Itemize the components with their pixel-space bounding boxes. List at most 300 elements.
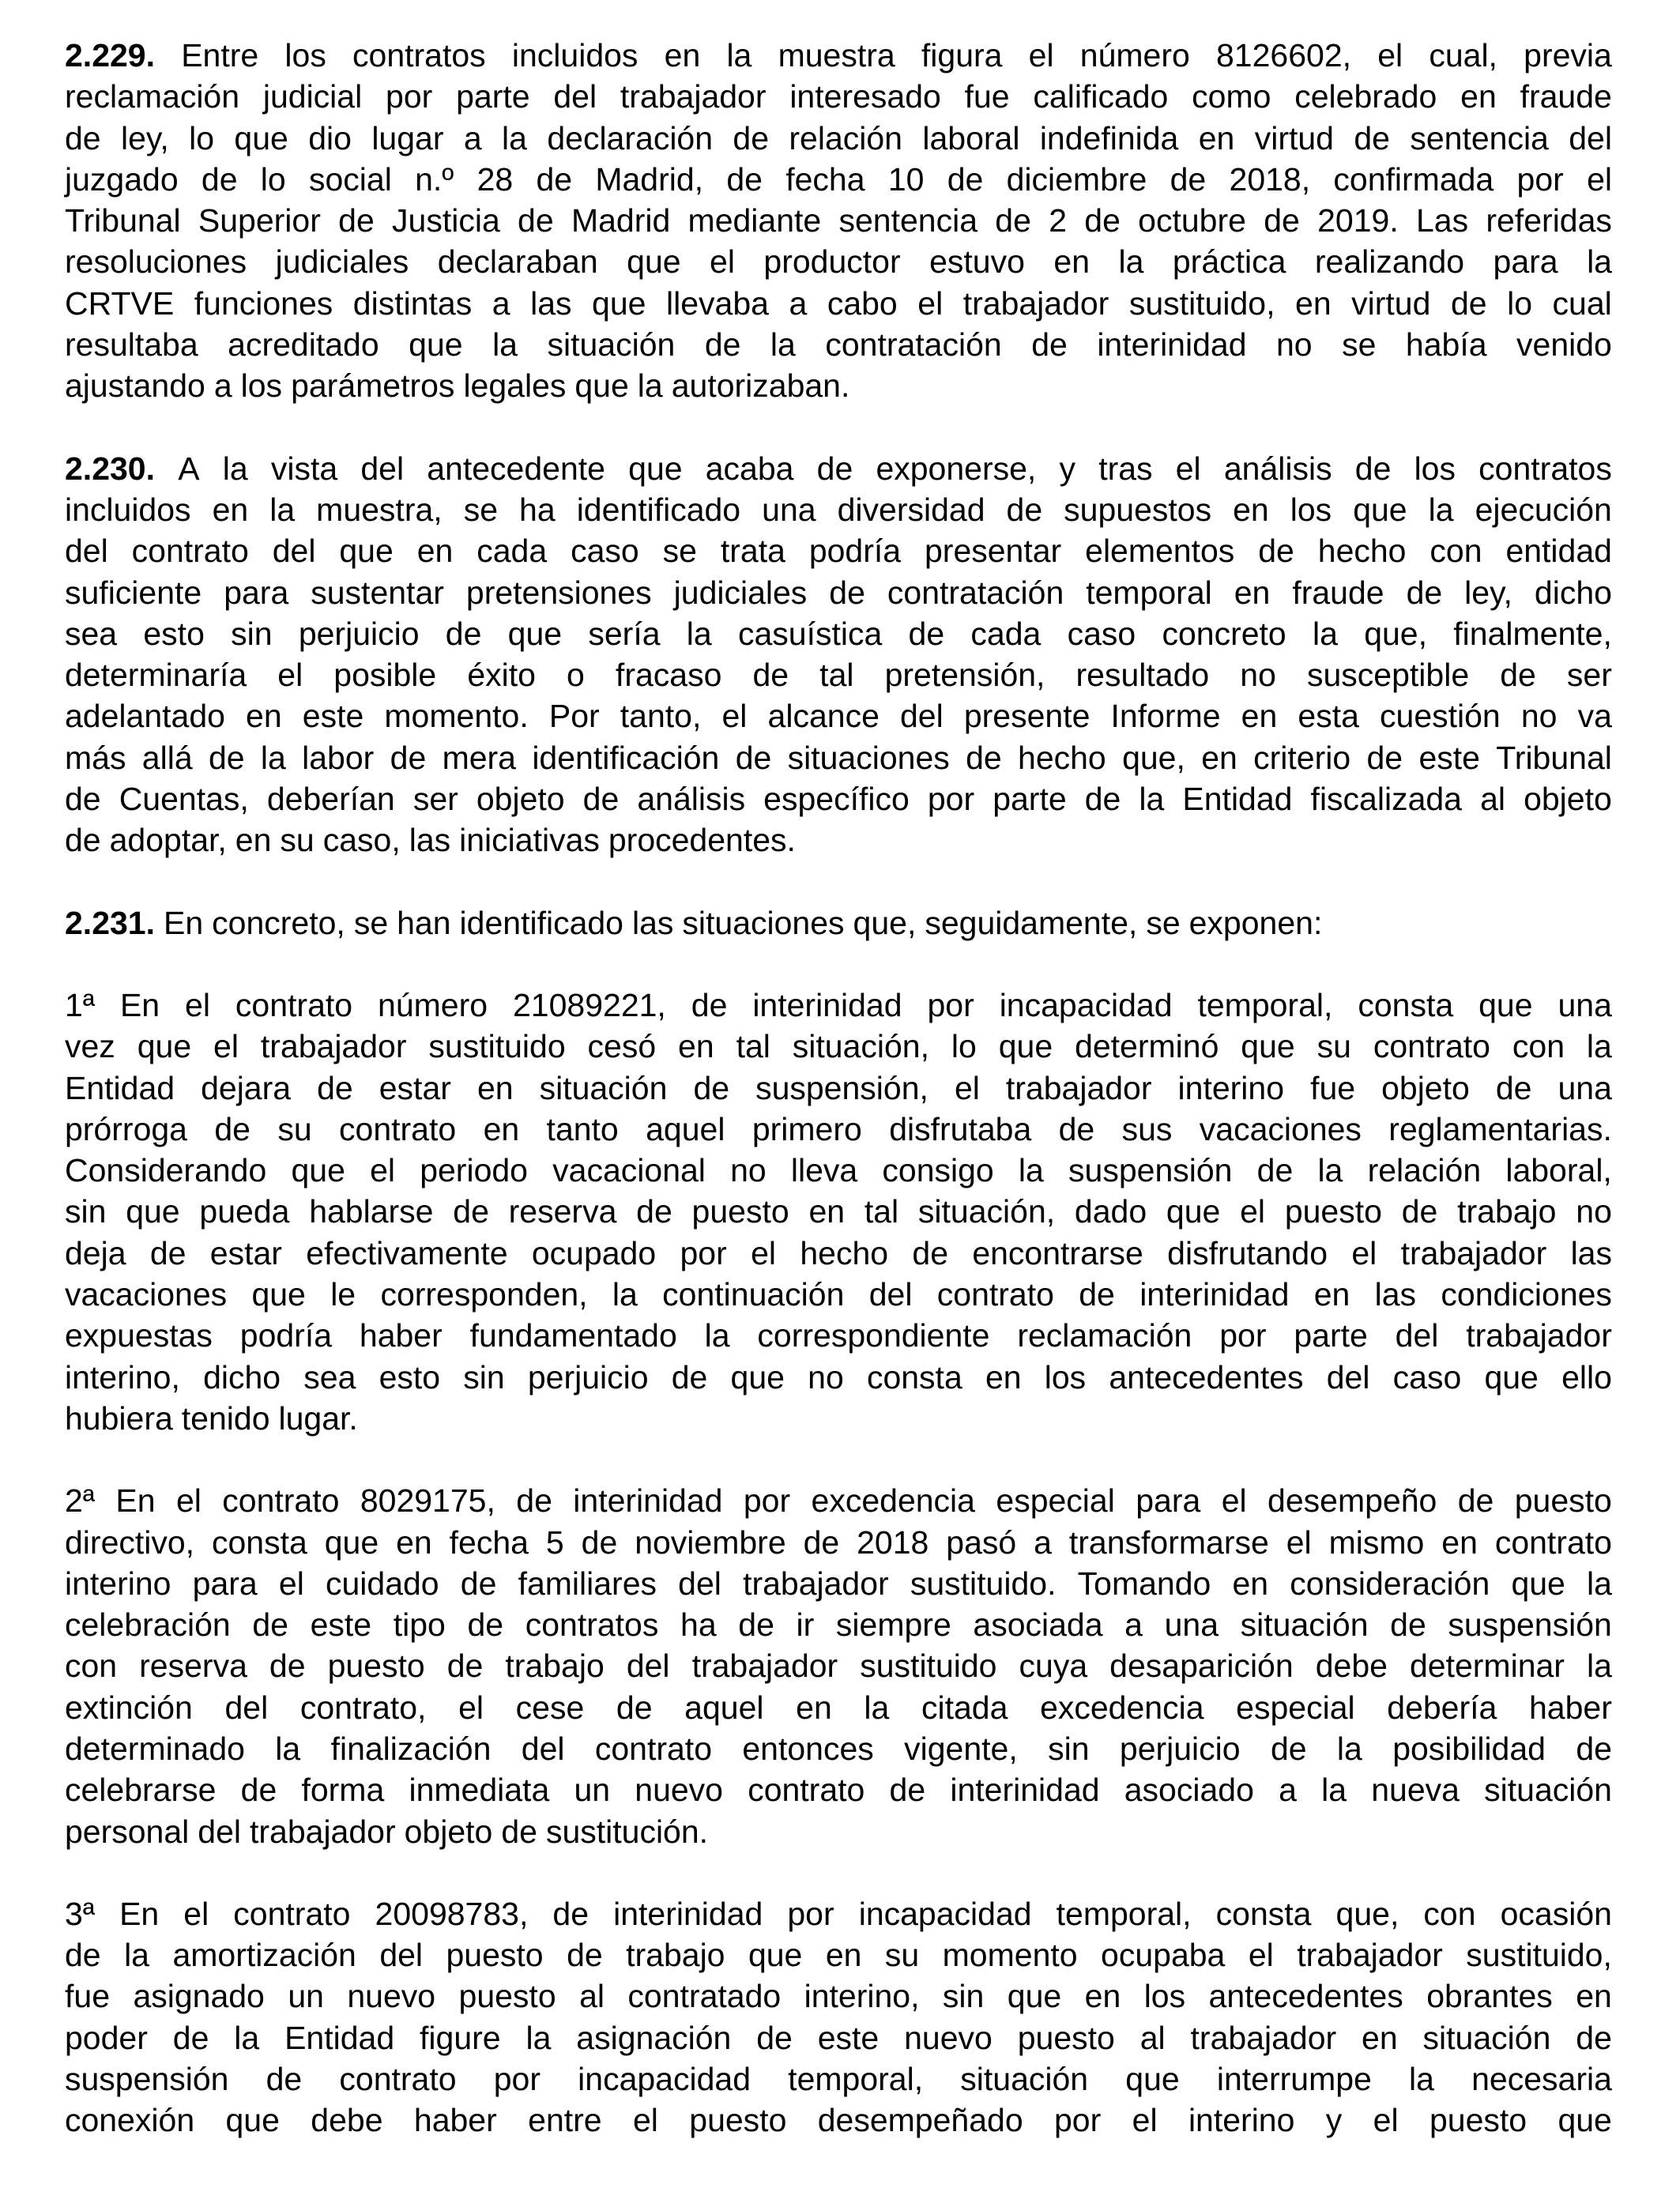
- word: fraude: [1520, 78, 1612, 115]
- word: reserva: [508, 1193, 617, 1230]
- word: relación: [1367, 1152, 1482, 1189]
- word: trabajador: [620, 78, 767, 115]
- text-line: [65, 1811, 1612, 1852]
- word: sin: [1048, 1730, 1090, 1767]
- word: la: [704, 1317, 730, 1354]
- word: por: [1516, 160, 1564, 198]
- word: sus: [1121, 1110, 1173, 1147]
- word: Entidad: [65, 1069, 175, 1106]
- word: estar: [209, 1234, 282, 1271]
- paragraph-p-1a: [65, 985, 1612, 1439]
- word: como: [1192, 78, 1271, 115]
- word: legales: [463, 367, 567, 405]
- word: acreditado: [228, 326, 379, 363]
- word: a: [463, 119, 482, 156]
- word: Informe: [1110, 698, 1221, 735]
- word: ha: [519, 491, 556, 528]
- word: 1ª: [65, 986, 95, 1023]
- word: en: [477, 1069, 514, 1106]
- word: de: [1495, 1069, 1532, 1106]
- word: interinidad: [573, 1482, 723, 1520]
- word: el: [1286, 1523, 1312, 1561]
- word: 2ª: [65, 1482, 95, 1520]
- word: Madrid,: [595, 160, 704, 198]
- word: que: [409, 326, 463, 363]
- word: los: [1290, 491, 1332, 528]
- word: ser: [1566, 657, 1612, 694]
- word: adelantado: [65, 698, 225, 735]
- word: sustituido,: [1466, 1937, 1612, 1974]
- word: del: [868, 1276, 913, 1313]
- text-line: [65, 530, 1612, 571]
- word: juzgado: [65, 160, 179, 198]
- word: puesto: [1284, 1193, 1382, 1230]
- word: iniciativas: [459, 822, 600, 859]
- word: tenido: [181, 1399, 270, 1437]
- word: su: [280, 822, 315, 859]
- word: con: [1423, 1895, 1476, 1932]
- word: consta: [1215, 1895, 1312, 1932]
- word: muestra: [778, 37, 895, 73]
- word: objeto: [1524, 781, 1612, 818]
- word: identificado: [459, 904, 623, 941]
- word: incluidos: [511, 37, 638, 73]
- word: para: [1493, 243, 1558, 281]
- word: en: [1233, 491, 1269, 528]
- word: inmediata: [409, 1772, 550, 1809]
- word: de: [752, 657, 789, 694]
- word: caso: [571, 533, 639, 570]
- word: el: [370, 1152, 396, 1189]
- word: de: [1406, 574, 1443, 611]
- word: de: [1084, 202, 1121, 239]
- word: de: [582, 781, 620, 818]
- word: de: [829, 574, 865, 611]
- word: haber: [359, 1317, 443, 1354]
- word: de: [1031, 326, 1068, 363]
- word: reclamación: [65, 78, 240, 115]
- word: virtud: [1254, 119, 1334, 156]
- word: contrato: [748, 1772, 865, 1809]
- word: A: [178, 450, 200, 487]
- word: resultado: [1075, 657, 1210, 694]
- word: lo: [189, 119, 215, 156]
- word: interinidad: [1139, 1276, 1290, 1313]
- word: que: [998, 1028, 1053, 1065]
- word: del: [553, 78, 597, 115]
- word: Entidad: [1182, 781, 1293, 818]
- word: forma: [301, 1772, 385, 1809]
- word: este: [302, 698, 364, 735]
- word: al: [1139, 2019, 1166, 2056]
- word: perjuicio: [298, 615, 420, 652]
- word: de: [552, 1895, 590, 1932]
- word: previa: [1524, 37, 1612, 73]
- word: determinaría: [65, 657, 247, 694]
- word: Entidad: [284, 2019, 395, 2056]
- word: trabajador: [962, 284, 1109, 322]
- word: la: [525, 2019, 552, 2056]
- word: estuvo: [929, 243, 1025, 281]
- word: contrato: [233, 1895, 351, 1932]
- text-line: [65, 1398, 1612, 1439]
- word: que: [251, 1276, 306, 1313]
- word: de: [1354, 450, 1392, 487]
- word: en: [416, 533, 454, 570]
- word: había: [1405, 326, 1487, 363]
- word: que: [1478, 986, 1533, 1023]
- word: fracaso: [615, 657, 722, 694]
- word: ocasión: [1500, 1895, 1612, 1932]
- word: fecha: [449, 1523, 529, 1561]
- word: interino: [65, 1565, 171, 1602]
- word: entidad: [1505, 533, 1612, 570]
- word: la: [1428, 491, 1454, 528]
- paragraph-p-2230: [65, 448, 1612, 861]
- text-line: [65, 985, 1612, 1026]
- word: exponerse,: [876, 450, 1037, 487]
- word: interinidad: [950, 1772, 1100, 1809]
- word: situación: [960, 2061, 1089, 2098]
- word: identificado: [576, 491, 741, 528]
- word: mediante: [687, 202, 822, 239]
- word: tras: [1098, 450, 1153, 487]
- word: trabajo: [1457, 1193, 1557, 1230]
- word: en: [664, 37, 701, 73]
- word: reserva: [139, 1648, 247, 1685]
- word: a: [492, 284, 510, 322]
- word: contrato: [1373, 1028, 1490, 1065]
- word: vacaciones: [1199, 1110, 1362, 1147]
- word: interino,: [65, 1358, 180, 1395]
- word: la: [770, 326, 796, 363]
- word: una: [1558, 986, 1612, 1023]
- word: consta: [866, 1358, 962, 1395]
- word: puesto: [689, 2102, 787, 2139]
- word: indefinida: [1039, 119, 1179, 156]
- word: sin: [65, 1193, 107, 1230]
- word: familiares: [518, 1565, 657, 1602]
- word: identificación: [532, 739, 720, 776]
- word: objeto: [404, 1813, 493, 1850]
- word: la: [1018, 1152, 1044, 1189]
- word: de: [266, 2061, 303, 2098]
- text-line: [65, 283, 1612, 324]
- word: deja: [65, 1234, 126, 1271]
- word: por: [1054, 2102, 1102, 2139]
- word: de: [1256, 1152, 1294, 1189]
- word: siempre: [835, 1606, 951, 1644]
- word: Cuentas,: [119, 781, 249, 818]
- word: se: [353, 904, 389, 941]
- word: condiciones: [1441, 1276, 1612, 1313]
- word: puesto: [1514, 1482, 1612, 1520]
- word: de: [616, 1689, 653, 1726]
- word: vez: [65, 1028, 115, 1065]
- word: Superior: [198, 202, 321, 239]
- word: 3ª: [65, 1895, 95, 1932]
- word: referidas: [1486, 202, 1612, 239]
- word: el: [721, 698, 748, 735]
- word: la: [1587, 243, 1612, 281]
- text-line: [65, 448, 1612, 489]
- word: allá: [141, 739, 193, 776]
- word: extinción: [65, 1689, 193, 1726]
- word: el: [1132, 2102, 1158, 2139]
- word: del: [379, 1937, 424, 1974]
- word: de: [1170, 160, 1207, 198]
- word: 2018: [857, 1523, 929, 1561]
- word: supuestos: [1064, 491, 1212, 528]
- word: debería: [1387, 1689, 1497, 1726]
- word: la: [234, 2019, 260, 2056]
- word: de: [501, 1813, 537, 1850]
- word: de: [726, 160, 763, 198]
- word: trata: [720, 533, 785, 570]
- word: ocupaba: [1101, 1937, 1226, 1974]
- word: debe: [311, 2102, 383, 2139]
- word: suspensión: [1068, 1152, 1233, 1189]
- word: correspondiente: [757, 1317, 990, 1354]
- word: acaba: [705, 450, 794, 487]
- word: finalmente,: [1453, 615, 1612, 652]
- word: en: [1232, 1565, 1269, 1602]
- word: asociada: [973, 1606, 1103, 1644]
- word: puesto: [1017, 2019, 1115, 2056]
- word: específico: [763, 781, 910, 818]
- word: consta: [1358, 986, 1454, 1023]
- word: de: [1366, 739, 1403, 776]
- paragraph-p-2a: [65, 1480, 1612, 1852]
- word: de: [446, 1648, 484, 1685]
- word: la: [686, 615, 712, 652]
- word: número: [378, 986, 488, 1023]
- word: de: [208, 739, 245, 776]
- word: de: [803, 1523, 840, 1561]
- word: del: [678, 1565, 721, 1602]
- word: del: [1569, 119, 1612, 156]
- word: la: [1587, 1648, 1612, 1685]
- word: cuidado: [325, 1565, 439, 1602]
- word: cese: [515, 1689, 585, 1726]
- text-line: [65, 118, 1612, 159]
- word: judiciales: [275, 243, 409, 281]
- word: social: [309, 160, 392, 198]
- word: el: [1175, 450, 1201, 487]
- word: n.º: [415, 160, 454, 198]
- word: productor: [763, 243, 901, 281]
- word: las: [530, 284, 572, 322]
- text-line: [65, 2100, 1612, 2141]
- word: 2: [1049, 202, 1067, 239]
- word: situaciones: [787, 739, 950, 776]
- word: el: [213, 1028, 239, 1065]
- word: va: [1577, 698, 1612, 735]
- word: antecedentes: [1109, 1358, 1304, 1395]
- word: no: [1520, 698, 1558, 735]
- word: la: [275, 1730, 301, 1767]
- word: en: [396, 1523, 432, 1561]
- word: en: [246, 698, 282, 735]
- word: fue: [964, 78, 1010, 115]
- word: funciones: [194, 284, 333, 322]
- word: en: [1198, 119, 1235, 156]
- word: incapacidad: [858, 1895, 1032, 1932]
- word: de: [1058, 1110, 1095, 1147]
- word: contrato: [1494, 1523, 1612, 1561]
- word: situación: [1240, 1606, 1369, 1644]
- word: periodo: [420, 1152, 528, 1189]
- word: caso: [1392, 1358, 1462, 1395]
- word: Tribunal: [1496, 739, 1612, 776]
- word: casuística: [737, 615, 883, 652]
- word: incapacidad: [578, 2061, 751, 2098]
- word: trabajador: [743, 1565, 889, 1602]
- word: ocupado: [531, 1234, 657, 1271]
- word: especial: [996, 1482, 1115, 1520]
- word: del: [360, 450, 405, 487]
- word: lleva: [790, 1152, 858, 1189]
- word: de: [735, 739, 772, 776]
- word: amortización: [172, 1937, 356, 1974]
- word: vacacional: [552, 1152, 706, 1189]
- word: de: [172, 2019, 209, 2056]
- word: ello: [1561, 1358, 1612, 1395]
- word: la: [1317, 1152, 1343, 1189]
- text-line: [65, 1975, 1612, 2017]
- word: del: [198, 1813, 241, 1850]
- word: esta: [1298, 698, 1359, 735]
- word: o: [567, 657, 585, 694]
- word: nuevo: [904, 2019, 993, 2056]
- word: la: [502, 119, 527, 156]
- word: puesto: [1429, 2102, 1527, 2139]
- word: contrato: [594, 1730, 713, 1767]
- word: asignación: [576, 2019, 732, 2056]
- word: en: [1313, 1276, 1350, 1313]
- word: que: [1558, 2102, 1612, 2139]
- word: éxito: [467, 657, 536, 694]
- word: interinidad: [1097, 326, 1247, 363]
- word: de: [636, 1193, 672, 1230]
- word: transformarse: [1068, 1523, 1269, 1561]
- word: con: [1512, 1028, 1565, 1065]
- word: reclamación: [1017, 1317, 1192, 1354]
- word: al: [1480, 781, 1505, 818]
- word: por: [787, 1895, 834, 1932]
- word: puesto: [327, 1648, 425, 1685]
- word: contrato,: [299, 1689, 427, 1726]
- word: las: [1374, 1276, 1417, 1313]
- word: temporal,: [1056, 1895, 1192, 1932]
- text-line: [65, 1274, 1612, 1315]
- word: han: [397, 904, 451, 941]
- word: elementos: [1085, 533, 1235, 570]
- word: 21089221,: [513, 986, 666, 1023]
- word: resoluciones: [65, 243, 247, 281]
- word: judiciales: [673, 574, 808, 611]
- word: que: [627, 243, 681, 281]
- word: para: [192, 1565, 258, 1602]
- word: corresponden,: [380, 1276, 588, 1313]
- word: exponen:: [1188, 904, 1323, 941]
- word: de: [1006, 491, 1043, 528]
- word: debe: [1315, 1648, 1388, 1685]
- word: de: [1450, 284, 1487, 322]
- word: realizando: [1314, 243, 1465, 281]
- word: diversidad: [837, 491, 985, 528]
- word: fue: [65, 1978, 110, 2015]
- word: alcance: [767, 698, 880, 735]
- word: vacaciones: [65, 1276, 228, 1313]
- word: sin: [231, 615, 273, 652]
- word: a: [213, 367, 232, 405]
- text-line: [65, 489, 1612, 530]
- word: situación: [547, 326, 676, 363]
- paragraph-p-2229: [65, 35, 1612, 407]
- word: de: [65, 1937, 101, 1974]
- word: del: [900, 698, 944, 735]
- word: en: [796, 1689, 832, 1726]
- word: nuevo: [347, 1978, 436, 2015]
- word: de: [516, 1482, 552, 1520]
- word: análisis: [637, 781, 746, 818]
- word: de: [738, 1606, 774, 1644]
- word: en: [235, 822, 272, 859]
- word: virtud: [1351, 284, 1431, 322]
- word: contrato: [339, 2061, 457, 2098]
- word: la: [1118, 243, 1144, 281]
- word: directivo,: [65, 1523, 195, 1561]
- word: el: [632, 2102, 658, 2139]
- text-line: [65, 1480, 1612, 1521]
- word: por: [927, 781, 975, 818]
- word: de: [240, 1772, 277, 1809]
- word: interinidad: [613, 1895, 763, 1932]
- word: hecho: [800, 1234, 889, 1271]
- word: de: [1401, 1193, 1438, 1230]
- word: situación: [1484, 1772, 1612, 1809]
- word: pasó: [946, 1523, 1017, 1561]
- word: suspensión,: [755, 1069, 929, 1106]
- word: puesto: [446, 1937, 544, 1974]
- word: situación,: [792, 1028, 929, 1065]
- word: la: [612, 1276, 638, 1313]
- text-line: [65, 159, 1612, 200]
- word: fraude: [1292, 574, 1384, 611]
- word: la: [260, 739, 286, 776]
- word: excedencia: [1040, 1689, 1204, 1726]
- word: determinado: [65, 1730, 245, 1767]
- word: el: [183, 1895, 209, 1932]
- word: interino: [1177, 1069, 1285, 1106]
- word: de: [704, 326, 741, 363]
- text-line: [65, 902, 1612, 943]
- word: de: [201, 160, 238, 198]
- word: hablarse: [309, 1193, 434, 1230]
- word: de: [149, 1234, 186, 1271]
- word: interino,: [804, 1978, 920, 2015]
- word: procedentes.: [608, 822, 796, 859]
- word: con: [1430, 533, 1482, 570]
- text-line: [65, 1191, 1612, 1232]
- word: desempeñado: [817, 2102, 1023, 2139]
- word: contrato: [339, 1110, 457, 1147]
- word: 8126602,: [1216, 37, 1352, 73]
- word: de: [912, 1234, 948, 1271]
- word: su: [1317, 1028, 1351, 1065]
- word: la: [1139, 781, 1165, 818]
